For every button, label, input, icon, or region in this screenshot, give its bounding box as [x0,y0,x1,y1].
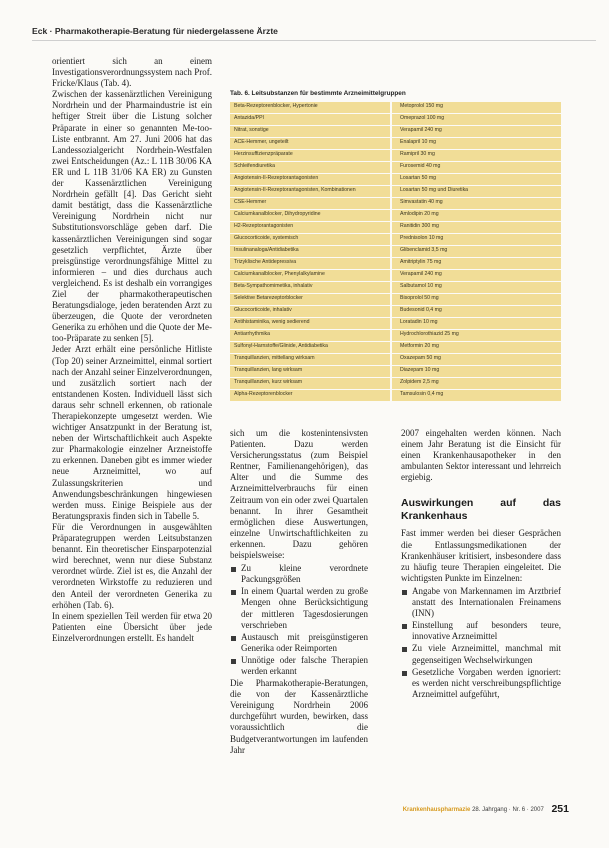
drug-group-cell: Sulfonyl-Harnstoffe/Glinide, Antidiabetika [230,342,392,353]
issue-info: 28. Jahrgang · Nr. 6 · 2007 [472,807,544,813]
lead-substance-cell: Ramipril 30 mg [392,150,561,161]
list-item: Zu viele Arzneimittel, manchmal mit gegenseitigen Wechselwirkungen [401,643,561,665]
lead-substance-cell: Loratadin 10 mg [392,318,561,329]
table-row [230,138,561,149]
table-row [230,150,561,161]
lead-substance-cell: Bisoprolol 50 mg [392,294,561,305]
table-row [230,294,561,305]
drug-group-cell: Glucocorticoide, systemisch [230,234,392,245]
drug-group-cell: Angiotensin-II-Rezeptorantagonisten, Kombinationen [230,186,392,197]
list-item: Unnötige oder falsche Therapien werden erkannt [230,655,368,677]
lead-substance-cell: Losartan 50 mg [392,174,561,185]
drug-group-cell: Antihistaminika, wenig sedierend [230,318,392,329]
header-divider [32,40,596,41]
list-item: Zu kleine verordnete Packungsgrößen [230,563,368,585]
table-row [230,114,561,125]
lead-substance-cell: Amlodipin 20 mg [392,210,561,221]
table-row [230,222,561,233]
lead-substance-cell: Omeprazol 100 mg [392,114,561,125]
table-row [230,234,561,245]
section-heading: Auswirkungen auf das Krankenhaus [401,497,561,522]
lead-substance-cell: Verapamil 240 mg [392,270,561,281]
table-row [230,354,561,365]
lead-substance-cell: Simvastatin 40 mg [392,198,561,209]
leitsubstanzen-table-block [230,90,561,402]
drug-group-cell: Tranquillanzien, lang wirksam [230,366,392,377]
lead-substance-cell: Furosemid 40 mg [392,162,561,173]
table-row [230,246,561,257]
drug-group-cell: Nitrat, sonstige [230,126,392,137]
table-row [230,390,561,401]
table-row [230,198,561,209]
lead-substance-cell: Budesonid 0,4 mg [392,306,561,317]
lead-substance-cell: Tamsulosin 0,4 mg [392,390,561,401]
drug-group-cell: Beta-Rezeptorenblocker, Hypertonie [230,102,392,113]
lead-substance-cell: Diazepam 10 mg [392,366,561,377]
drug-group-cell: CSE-Hemmer [230,198,392,209]
journal-name: Krankenhauspharmazie [402,807,471,813]
lead-substance-cell: Losartan 50 mg und Diuretika [392,186,561,197]
list-item: In einem Quartal werden zu große Mengen ohne Berücksichtigung der mittleren Tagesdosierungen verschrieben [230,586,368,630]
paragraph: orientiert sich an einem Investigationsverordnungssystem nach Prof. Fricke/Klaus (Tab. 4). [52,56,212,89]
table-row [230,318,561,329]
drug-group-cell: Calciumkanalblocker, Dihydropyridine [230,210,392,221]
paragraph: Jeder Arzt erhält eine persönliche Hitliste (Top 20) seiner Arzneimittel, einmal sortiert nach der Anzahl seiner Einzelverordnungen, und zusätzlich sortiert nach der entstandenen Kosten. Individuell lässt sich daraus sehr schnell erkennen, ob rationale Therapiekonzepte umgesetzt werden. Wie wichtiger Ansatzpunkt in der Beratung ist, neben der Wirtschaftlichkeit auch Aspekte zur Pharmakologie einzelner Arzneistoffe zu erkennen. Daneben gibt es immer wieder neue Arzneimittel, wo auf Zulassungskriterien und Anwendungsbeschränkungen hingewiesen werden muss. Einige Beispiele aus der Beratungspraxis finden sich in Tabelle 5. [52,344,212,521]
drug-group-cell: Beta-Sympathomimetika, inhalativ [230,282,392,293]
running-header: Eck · Pharmakotherapie-Beratung für niedergelassene Ärzte [32,26,278,36]
paragraph: Für die Verordnungen in ausgewählten Präparategruppen werden Leitsubstanzen benannt. Ein theoretischer Einsparpotenzial wird berechnet, wenn nur diese Substanz verordnet würde. Ziel ist es, die Anzahl der verordneten Wirkstoffe zu reduzieren und den Anteil der verordneten Generika zu erhöhen (Tab. 6). [52,521,212,610]
page-footer [403,803,569,815]
paragraph: 2007 eingehalten werden können. Nach einem Jahr Beratung ist die Einsicht für einen Krankenhausapotheker in den ambulanten Sektor interessant und lehrreich ergiebig. [401,428,561,483]
table-row [230,366,561,377]
drug-group-cell: Alpha-Rezeptorenblocker [230,390,392,401]
drug-group-cell: Insulinanaloga/Antidiabetika [230,246,392,257]
drug-group-cell: Glucocorticoide, inhalativ [230,306,392,317]
lead-substance-cell: Verapamil 240 mg [392,126,561,137]
paragraph: Die Pharmakotherapie-Beratungen, die von der Kassenärztliche Vereinigung Nordrhein 2006 durchgeführt wurden, bewirken, dass voraussichtlich die Budgetverantwortungen im laufenden Jahr [230,678,368,755]
column-left [52,56,212,644]
column-right [401,428,561,701]
table-row [230,102,561,113]
lead-substance-cell: Zolpidem 2,5 mg [392,378,561,389]
table-row [230,210,561,221]
lead-substance-cell: Metformin 20 mg [392,342,561,353]
paragraph: Zwischen der kassenärztlichen Vereinigung Nordrhein und der Pharmaindustrie ist ein heftiger Streit über die Listung solcher Präparate in einer so genannten Me-too-Liste entbrannt. Am 27. Juni 2006 hat das Landessozialgericht Nordrhein-Westfalen zwei Entscheidungen (Az.: L 11B 30/06 KA ER und L 11B 31/06 KA ER) zu Gunsten der Kassenärztlichen Vereinigung Nordrhein gefällt [4]. Das Gericht sieht damit bestätigt, dass die Kassenärztliche Vereinigung Nordrhein nicht nur Substitutionsvorschläge geben darf. Die kassenärztlichen Vereinigungen sind sogar gesetzlich verpflichtet, Ärzte über preisgünstige verordnungsfähige Mittel zu informieren – und dies durchaus auch vergleichend. Es ist deshalb ein vorrangiges Ziel der pharmakotherapeutischen Beratungsdialoge, jeden beratenden Arzt zu überzeugen, die Quote der verordneten Generika zu erhöhen und die Quote der Me-too-Präparate zu senken [5]. [52,89,212,344]
paragraph: In einem speziellen Teil werden für etwa 20 Patienten eine Übersicht über jede Einzelverordnungen erstellt. Es handelt [52,610,212,643]
table-row [230,174,561,185]
lead-substance-cell: Ranitidin 300 mg [392,222,561,233]
lead-substance-cell: Enalapril 10 mg [392,138,561,149]
table-row [230,330,561,341]
lead-substance-cell: Amitriptylin 75 mg [392,258,561,269]
drug-group-cell: Tranquillanzien, mittellang wirksam [230,354,392,365]
table-row [230,342,561,353]
lead-substance-cell: Glibenclamid 3,5 mg [392,246,561,257]
drug-group-cell: Calciumkanalblocker, Phenylalkylamine [230,270,392,281]
column-middle [230,428,368,756]
drug-group-cell: Trizyklische Antidepressiva [230,258,392,269]
page-number: 251 [551,803,569,815]
drug-group-cell: Antazida/PPI [230,114,392,125]
drug-group-cell: Herzinsuffizienzpräparate [230,150,392,161]
lead-substance-cell: Prednisolon 10 mg [392,234,561,245]
lead-substance-cell: Oxazepam 50 mg [392,354,561,365]
list-item: Austausch mit preisgünstigeren Generika oder Reimporten [230,632,368,654]
lead-substance-cell: Salbutamol 10 mg [392,282,561,293]
table-row [230,378,561,389]
table-row [230,126,561,137]
paragraph: sich um die kostenintensivsten Patienten. Dazu werden Versicherungsstatus (zum Beispiel Rentner, Familienangehörigen), das Alter und die Summe des Arzneimittelverbrauchs für einen Zeitraum von ein oder zwei Quartalen benannt. In ihrer Gesamtheit ermöglichen diese Auswertungen, einzelne Unwirtschaftlichkeiten zu erkennen. Dazu gehören beispielsweise: [230,428,368,561]
drug-group-cell: ACE-Hemmer, ungeteilt [230,138,392,149]
list-item: Einstellung auf besonders teure, innovative Arzneimittel [401,620,561,642]
drug-group-cell: Schleifendiuretika [230,162,392,173]
list-item: Angabe von Markennamen im Arztbrief anstatt des Internationalen Freinamens (INN) [401,586,561,619]
lead-substance-cell: Hydrochlorothiazid 25 mg [392,330,561,341]
table-row [230,270,561,281]
list-item: Gesetzliche Vorgaben werden ignoriert: es werden nicht verschreibungspflichtige Arzneimittel aufgeführt, [401,667,561,700]
drug-group-cell: Tranquillanzien, kurz wirksam [230,378,392,389]
table-row [230,162,561,173]
table-row [230,306,561,317]
paragraph: Fast immer werden bei dieser Gesprächen die Entlassungsmedikationen der Krankenhäuser kritisiert, insbesondere dass zu häufig teure Therapien eingeleitet. Die wichtigsten Punkte im Einzelnen: [401,528,561,583]
drug-group-cell: H2-Rezeptorantagonisten [230,222,392,233]
table-row [230,258,561,269]
lead-substance-cell: Metoprolol 150 mg [392,102,561,113]
table-row [230,282,561,293]
drug-group-cell: Selektive Betarezeptorblocker [230,294,392,305]
table-caption: Tab. 6. Leitsubstanzen für bestimmte Arzneimittelgruppen [230,90,406,97]
leitsubstanzen-table [230,101,561,402]
drug-group-cell: Angiotensin-II-Rezeptorantagonisten [230,174,392,185]
bullet-list [230,563,368,677]
bullet-list [401,586,561,700]
drug-group-cell: Antiarrhythmika [230,330,392,341]
table-row [230,186,561,197]
